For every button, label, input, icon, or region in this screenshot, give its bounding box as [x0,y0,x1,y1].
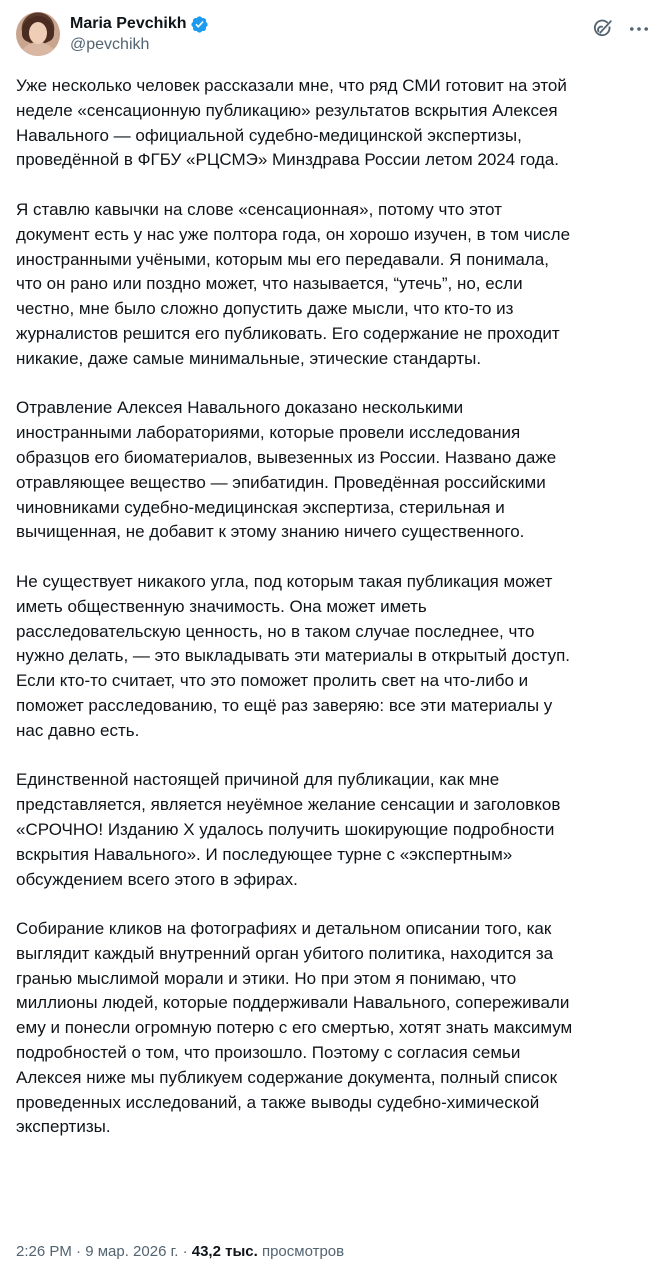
tweet-text [16,74,652,1140]
author-handle[interactable]: @pevchikh [70,36,150,53]
views-count[interactable]: 43,2 тыс. [191,1243,258,1260]
views-label: просмотров [257,1243,345,1260]
tweet-date[interactable]: 9 мар. 2026 г. [85,1243,179,1260]
tweet-paragraph: Отравление Алексея Навального доказано несколькими иностранными лабораториями, которые провели исследования образцов его биоматериалов, вывезенных из России. Названо даже отравляющее вещество — эпибатидин. Проведённая российскими чиновниками судебно-медицинская экспертиза, стерильная и вычищенная, не добавит к этому знанию ничего существенного. [16,398,557,542]
display-name-row [70,13,209,35]
display-name[interactable]: Maria Pevchikh [70,15,187,32]
tweet-time[interactable]: 2:26 PM [16,1243,72,1260]
more-icon[interactable] [628,20,650,38]
tweet-paragraph: Не существует никакого угла, под которым такая публикация может иметь общественную значимость. Она может иметь расследовательскую ценность, но в таком случае последнее, что нужно делать, — это выкладывать эти материалы в открытый доступ. Если кто-то считает, что это поможет пролить свет на что-либо и поможет расследованию, то ещё раз заверяю: все эти материалы у нас давно есть. [16,571,571,740]
author-names [70,13,209,54]
tweet-paragraph: Уже несколько человек рассказали мне, что ряд СМИ готовит на этой неделе «сенсационную публикацию» результатов вскрытия Алексея Навального — официальной судебно-медицинской экспертизы, проведённой в ФГБУ «РЦСМЭ» Минздрава России летом 2024 года. [16,76,567,170]
tweet-paragraph: Единственной настоящей причиной для публикации, как мне представляется, является неуёмное желание сенсации и заголовков «СРОЧНО! Изданию X удалось получить шокирующие подробности вскрытия Навального». И последующее турне с «экспертным» обсуждением всего этого в эфирах. [16,770,561,889]
tweet-paragraph: Собирание кликов на фотографиях и детальном описании того, как выглядит каждый внутренний орган убитого политика, находится за гранью мыслимой морали и этики. Но при этом я понимаю, что миллионы людей, которые поддерживали Навального, сопереживали ему и понесли огромную потерю с его смертью, хотят знать максимум подробностей о том, что произошло. Поэтому с согласия семьи Алексея ниже мы публикуем содержание документа, полный список проведенных исследований, а также выводы судебно-химической экспертизы. [16,919,573,1137]
grok-icon[interactable] [592,18,614,40]
meta-separator: · [71,1243,86,1260]
tweet-header [16,10,650,60]
verified-badge-icon [190,15,209,34]
meta-separator: · [178,1243,192,1260]
tweet-paragraph: Я ставлю кавычки на слове «сенсационная», потому что этот документ есть у нас уже полтора года, он хорошо изучен, в том числе иностранными учёными, которым мы его передавали. Я понимала, что он рано или поздно может, что называется, “утечь”, но, если честно, мне было сложно допустить даже мысли, что кто-то из журналистов решится его публиковать. Его содержание не проходит никакие, даже самые минимальные, этические стандарты. [16,199,571,368]
tweet-meta [16,1243,344,1260]
avatar[interactable] [16,12,60,56]
